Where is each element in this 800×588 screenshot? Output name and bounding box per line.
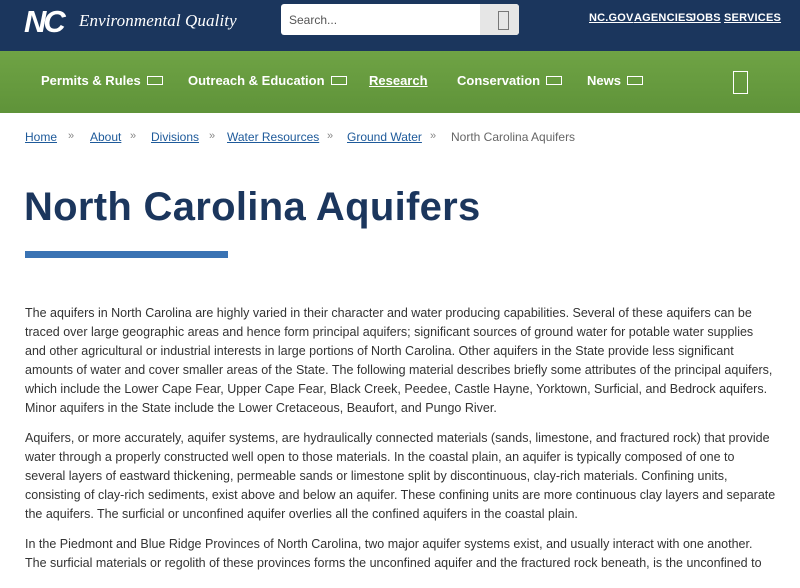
nav-research[interactable] [369, 73, 428, 88]
breadcrumb-home[interactable]: Home [25, 130, 58, 144]
nav-news[interactable] [587, 73, 643, 88]
search-icon [498, 11, 509, 30]
breadcrumb-current: North Carolina Aquifers [451, 130, 576, 144]
nav-conservation[interactable] [457, 73, 562, 88]
nc-logo-mark [24, 3, 76, 35]
nav-permits-rules[interactable] [41, 73, 163, 88]
utility-link-jobs[interactable]: JOBS [690, 12, 721, 24]
breadcrumb-separator: » [68, 130, 75, 142]
page-title: North Carolina Aquifers [24, 185, 481, 229]
breadcrumb-ground-water[interactable]: Ground Water [347, 130, 422, 144]
nav-label: Conservation [457, 73, 541, 88]
dropdown-icon [147, 76, 163, 85]
breadcrumb-separator: » [209, 130, 216, 142]
breadcrumb-separator: » [327, 130, 334, 142]
nav-label: Research [369, 73, 428, 88]
nav-label: News [587, 73, 621, 88]
utility-link-services[interactable]: SERVICES [724, 12, 782, 24]
article-body [25, 304, 777, 584]
dropdown-icon [546, 76, 562, 85]
site-logo[interactable] [24, 3, 237, 35]
search-button[interactable] [480, 4, 519, 35]
utility-link-ncgov[interactable]: NC.GOV [589, 12, 634, 24]
paragraph: The aquifers in North Carolina are highly varied in their character and water producing capabilities. Several of these aquifers can be traced over large geographic areas and hence form principal aquifers; significant sources of ground water for potable water supplies and other agricultural or industrial interests in large portions of North Carolina. Other aquifers in the State provide less significant amounts of water and cover smaller areas of the State. The following material describes briefly some attributes of the principal aquifers, which include the Lower Cape Fear, Upper Cape Fear, Black Creek, Peedee, Castle Hayne, Yorktown, Surficial, and Bedrock aquifers. Minor aquifers in the State include the Lower Cretaceous, Beaufort, and Pungo River. [25, 306, 773, 415]
title-underline [25, 251, 228, 258]
nav-outreach-education[interactable] [188, 73, 347, 88]
breadcrumb-about[interactable]: About [90, 130, 122, 144]
nav-label: Outreach & Education [188, 73, 325, 88]
nc-logo-icon [24, 3, 76, 37]
logo-letters: NC [24, 4, 63, 37]
search-input[interactable] [281, 4, 481, 35]
main-nav [0, 51, 800, 113]
paragraph: Aquifers, or more accurately, aquifer systems, are hydraulically connected materials (sands, limestone, and fractured rock) that provide water through a properly constructed well open to those materials. In the coastal plain, an aquifer is typically composed of one to several layers of eastward thickening, permeable sands or limestone split by discontinuous, clay-rich materials. Confining units, consisting of clay-rich sediments, exist above and below an aquifer. These confining units are more continuous clay layers and separate the aquifers. The surficial or unconfined aquifer overlies all the confined aquifers in the coastal plain. [25, 431, 776, 521]
dropdown-icon [331, 76, 347, 85]
breadcrumb-separator: » [430, 130, 437, 142]
dropdown-icon [627, 76, 643, 85]
utility-link-agencies[interactable]: AGENCIES [634, 12, 694, 24]
top-header [0, 0, 800, 51]
breadcrumb-water-resources[interactable]: Water Resources [227, 130, 320, 144]
breadcrumb-separator: » [130, 130, 137, 142]
logo-text: Environmental Quality [79, 10, 237, 30]
paragraph: In the Piedmont and Blue Ridge Provinces of North Carolina, two major aquifer systems exist, and usually interact with one another. The surficial materials or regolith of these provinces forms the unconfined aquifer and the fractured rock beneath, is the unconfined to [25, 537, 762, 570]
menu-icon[interactable] [733, 71, 748, 94]
breadcrumb-divisions[interactable]: Divisions [151, 130, 200, 144]
nav-label: Permits & Rules [41, 73, 141, 88]
